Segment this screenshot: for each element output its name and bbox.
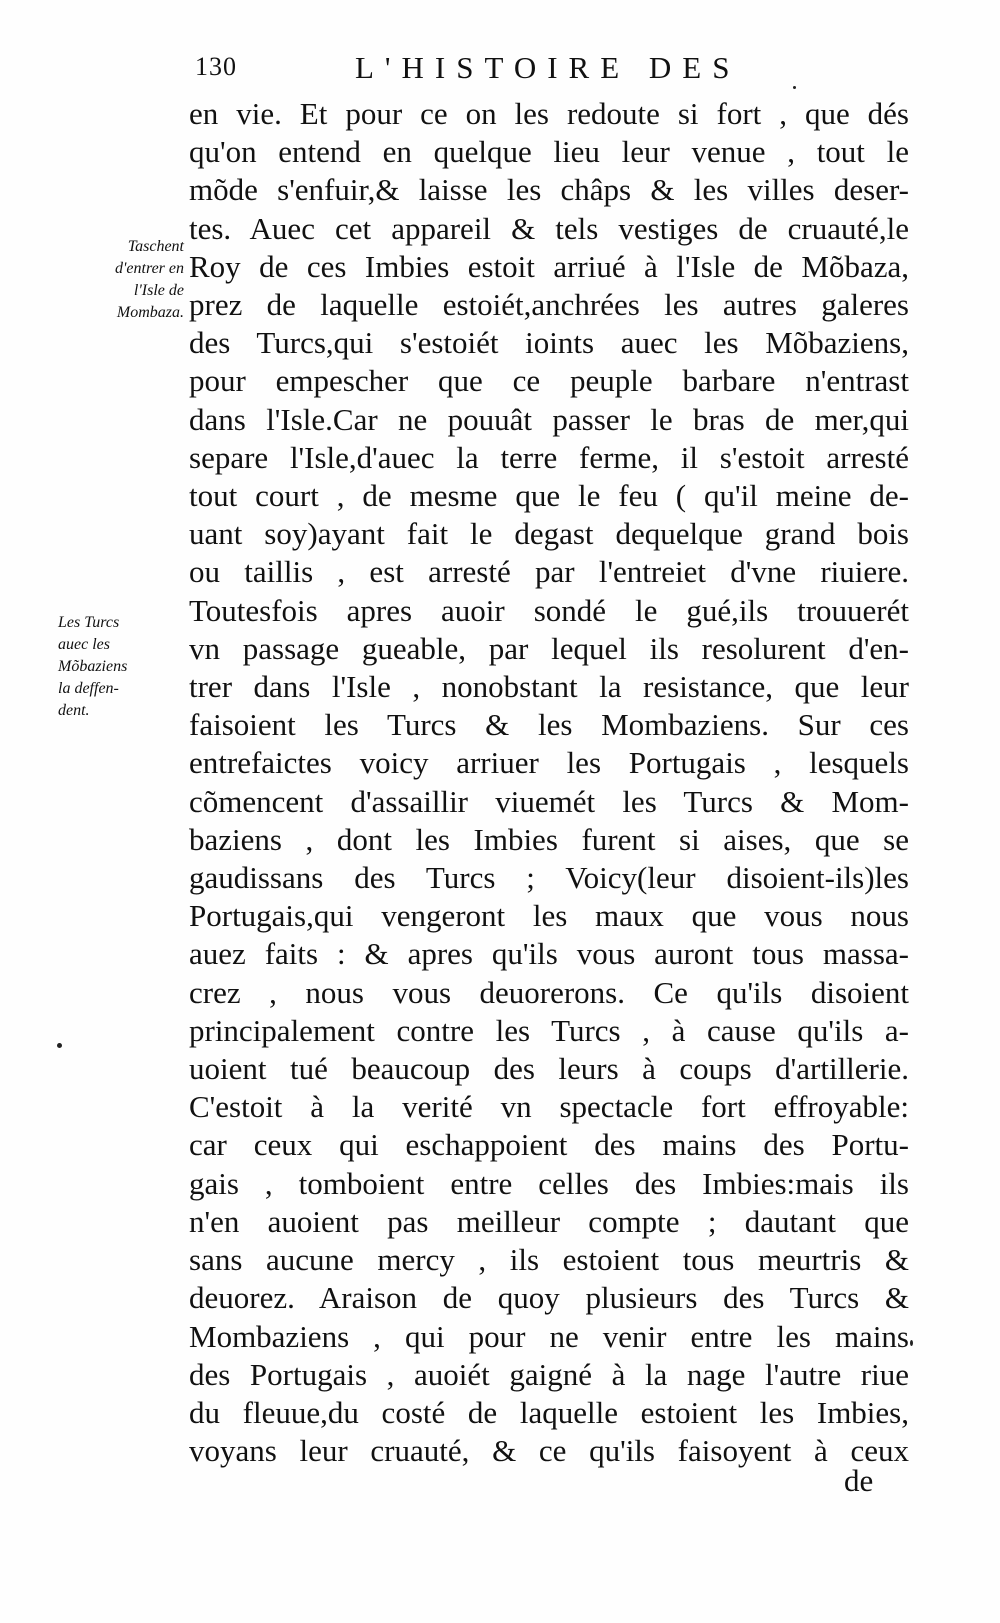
text-line: n'en auoient pas meilleur compte ; dautant que xyxy=(189,1203,909,1239)
text-line: faisoient les Turcs & les Mombaziens. Sur ces xyxy=(189,707,909,743)
text-line: uoient tué beaucoup des leurs à coups d'artillerie. xyxy=(189,1051,909,1087)
margin-note-line: auec les xyxy=(58,636,110,653)
text-line: uant soy)ayant fait le degast dequelque grand bois xyxy=(189,516,909,552)
text-line: trer dans l'Isle , nonobstant la resistance, que leur xyxy=(189,669,909,705)
page-number: 130 xyxy=(195,52,237,81)
margin-note-line: dent. xyxy=(58,702,90,719)
text-line: tes. Auec cet appareil & tels vestiges de cruauté,le xyxy=(189,210,909,246)
text-line: crez , nous vous deuorerons. Ce qu'ils disoient xyxy=(189,974,909,1010)
text-line: deuorez. Araison de quoy plusieurs des Turcs & xyxy=(189,1280,909,1316)
text-line: C'estoit à la verité vn spectacle fort effroyable: xyxy=(189,1089,909,1125)
text-line: vn passage gueable, par lequel ils resolurent d'en- xyxy=(189,630,909,666)
margin-note-line: la deffen- xyxy=(58,680,119,697)
text-line: Portugais,qui vengeront les maux que vous nous xyxy=(189,898,909,934)
text-line: qu'on entend en quelque lieu leur venue , tout le xyxy=(189,134,909,170)
text-line: separe l'Isle,d'auec la terre ferme, il s'estoit arresté xyxy=(189,439,909,475)
margin-note-line: Les Turcs xyxy=(58,614,120,631)
margin-note-line: d'entrer en xyxy=(114,260,184,277)
catchword: de xyxy=(844,1463,874,1498)
text-line: car ceux qui eschappoient des mains des Portu- xyxy=(189,1127,909,1163)
body-text xyxy=(189,95,909,1470)
text-line: cõmencent d'assaillir viuemét les Turcs & Mom- xyxy=(189,783,909,819)
margin-note-line: Mombaza. xyxy=(116,304,184,321)
text-line: gais , tomboient entre celles des Imbies:mais ils xyxy=(189,1165,909,1201)
text-line: Toutesfois apres auoir sondé le gué,ils trouuerét xyxy=(189,592,909,628)
text-line: dans l'Isle.Car ne pouuât passer le bras de mer,qui xyxy=(189,401,909,437)
text-line: principalement contre les Turcs , à cause qu'ils a- xyxy=(189,1012,909,1048)
text-line: tout court , de mesme que le feu ( qu'il meine de- xyxy=(189,478,909,514)
text-line: baziens , dont les Imbies furent si aises, que se xyxy=(189,821,909,857)
margin-note-line: Taschent xyxy=(127,238,184,255)
ink-speck xyxy=(910,1340,913,1346)
text-line: prez de laquelle estoiét,anchrées les autres galeres xyxy=(189,287,909,323)
text-line: pour empescher que ce peuple barbare n'entrast xyxy=(189,363,909,399)
margin-note-entering-isle xyxy=(62,236,184,324)
text-line: auez faits : & apres qu'ils vous auront tous massa- xyxy=(189,936,909,972)
ink-speck xyxy=(57,1043,62,1048)
running-head xyxy=(195,50,895,94)
text-line: des Portugais , auoiét gaigné à la nage l'autre riue xyxy=(189,1356,909,1392)
text-line: sans aucune mercy , ils estoient tous meurtris & xyxy=(189,1242,909,1278)
text-line: des Turcs,qui s'estoiét ioints auec les Mõbaziens, xyxy=(189,325,909,361)
running-title: L'HISTOIRE DES xyxy=(355,50,741,85)
margin-note-turks-defend xyxy=(58,612,180,722)
text-line: Roy de ces Imbies estoit arriué à l'Isle de Mõbaza, xyxy=(189,248,909,284)
text-line: gaudissans des Turcs ; Voicy(leur disoient-ils)les xyxy=(189,860,909,896)
margin-note-line: Mõbaziens xyxy=(58,658,128,675)
text-line: entrefaictes voicy arriuer les Portugais , lesquels xyxy=(189,745,909,781)
text-line: voyans leur cruauté, & ce qu'ils faisoyent à ceux xyxy=(189,1433,909,1469)
margin-note-line: l'Isle de xyxy=(133,282,184,299)
ink-speck xyxy=(793,86,796,89)
text-line: en vie. Et pour ce on les redoute si fort , que dés xyxy=(189,96,909,131)
text-line: du fleuue,du costé de laquelle estoient les Imbies, xyxy=(189,1394,909,1430)
text-line: mõde s'enfuir,& laisse les châps & les villes deser- xyxy=(189,172,909,208)
text-line: Mombaziens , qui pour ne venir entre les mains xyxy=(189,1318,909,1354)
text-line: ou taillis , est arresté par l'entreiet d'vne riuiere. xyxy=(189,554,909,590)
